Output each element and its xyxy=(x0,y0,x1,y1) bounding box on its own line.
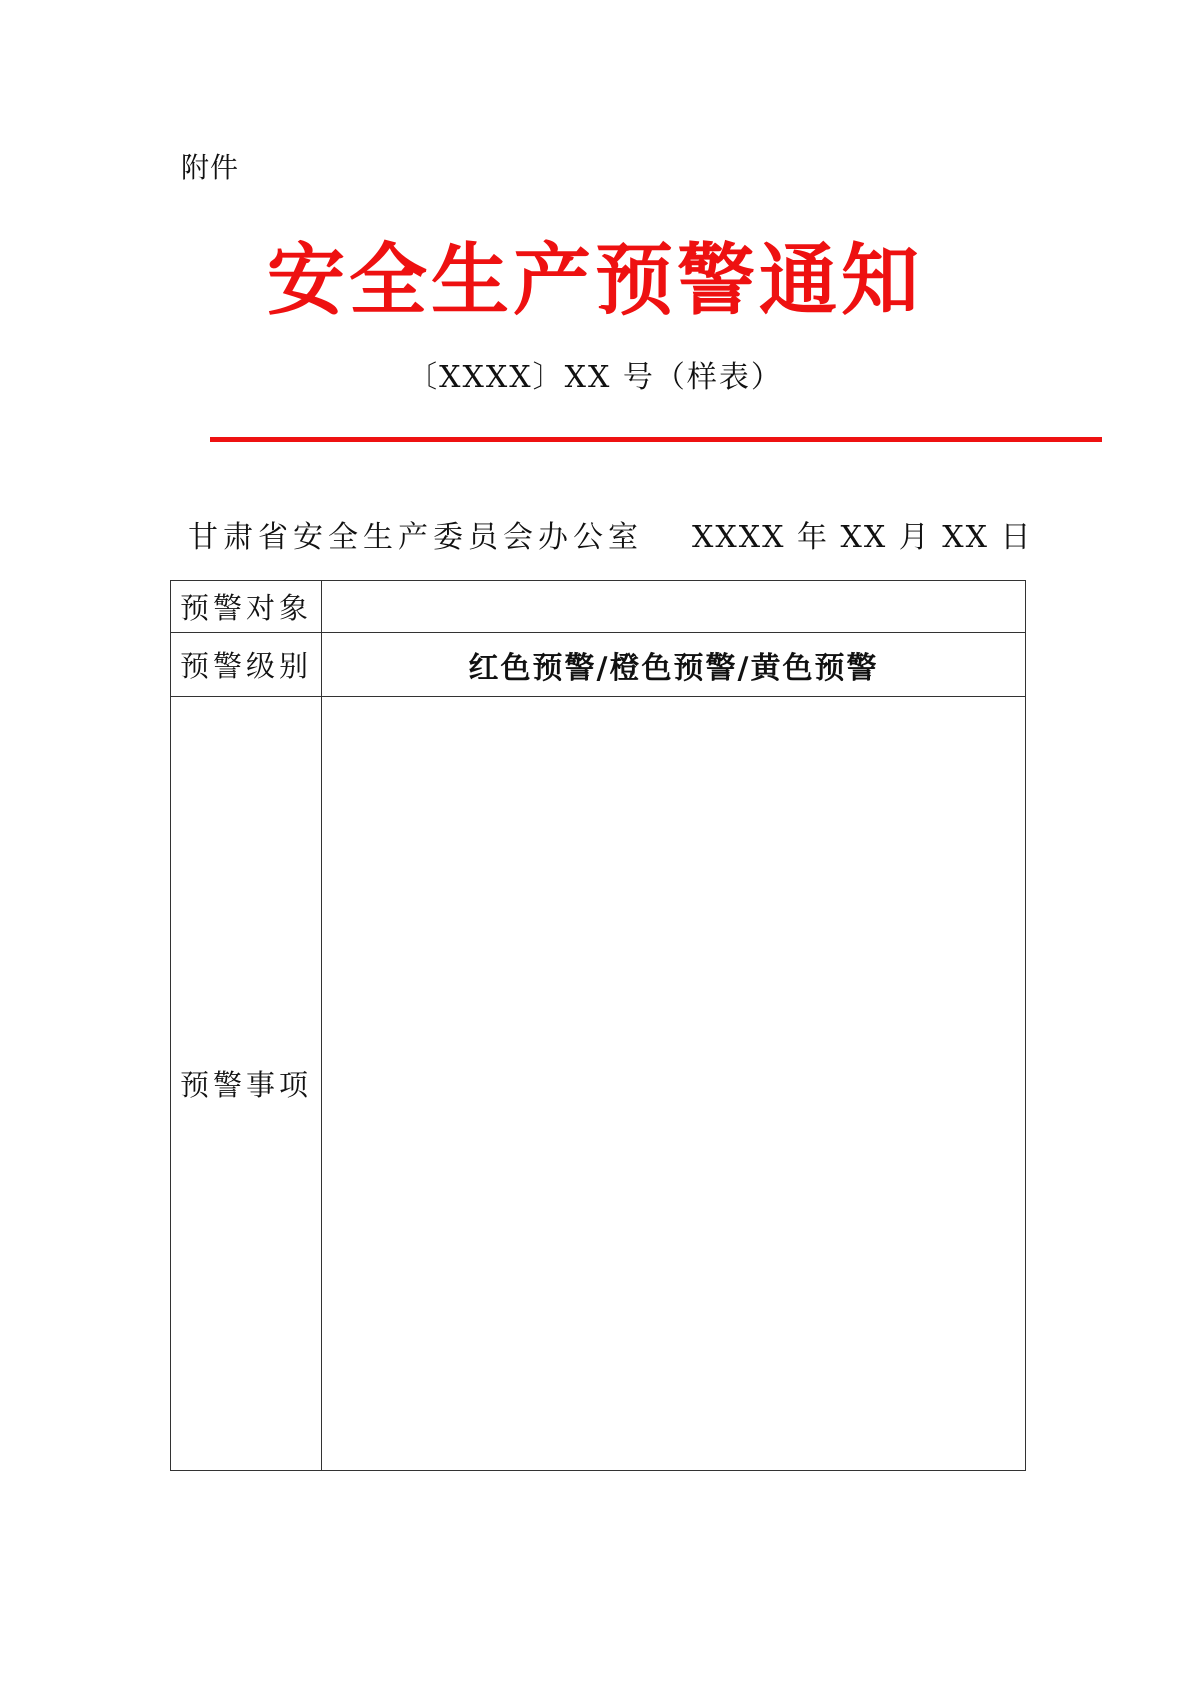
label-warning-matters: 预警事项 xyxy=(171,697,322,1471)
table-row xyxy=(171,581,1026,633)
table-row xyxy=(171,633,1026,697)
label-warning-target: 预警对象 xyxy=(171,581,322,633)
issue-date: XXXX 年 XX 月 XX 日 xyxy=(692,520,1033,555)
value-warning-target[interactable] xyxy=(322,581,1026,633)
warning-form-table xyxy=(170,580,1026,1471)
value-warning-matters[interactable] xyxy=(322,697,1026,1471)
document-number: 〔XXXX〕XX 号（样表） xyxy=(407,360,783,395)
red-divider xyxy=(210,437,1102,442)
table-row xyxy=(171,697,1026,1471)
document-title: 安全生产预警通知 xyxy=(266,235,923,326)
value-warning-level[interactable]: 红色预警/橙色预警/黄色预警 xyxy=(322,633,1026,697)
label-warning-level: 预警级别 xyxy=(171,633,322,697)
issuer: 甘肃省安全生产委员会办公室 xyxy=(188,520,643,555)
attachment-label: 附件 xyxy=(181,151,240,184)
